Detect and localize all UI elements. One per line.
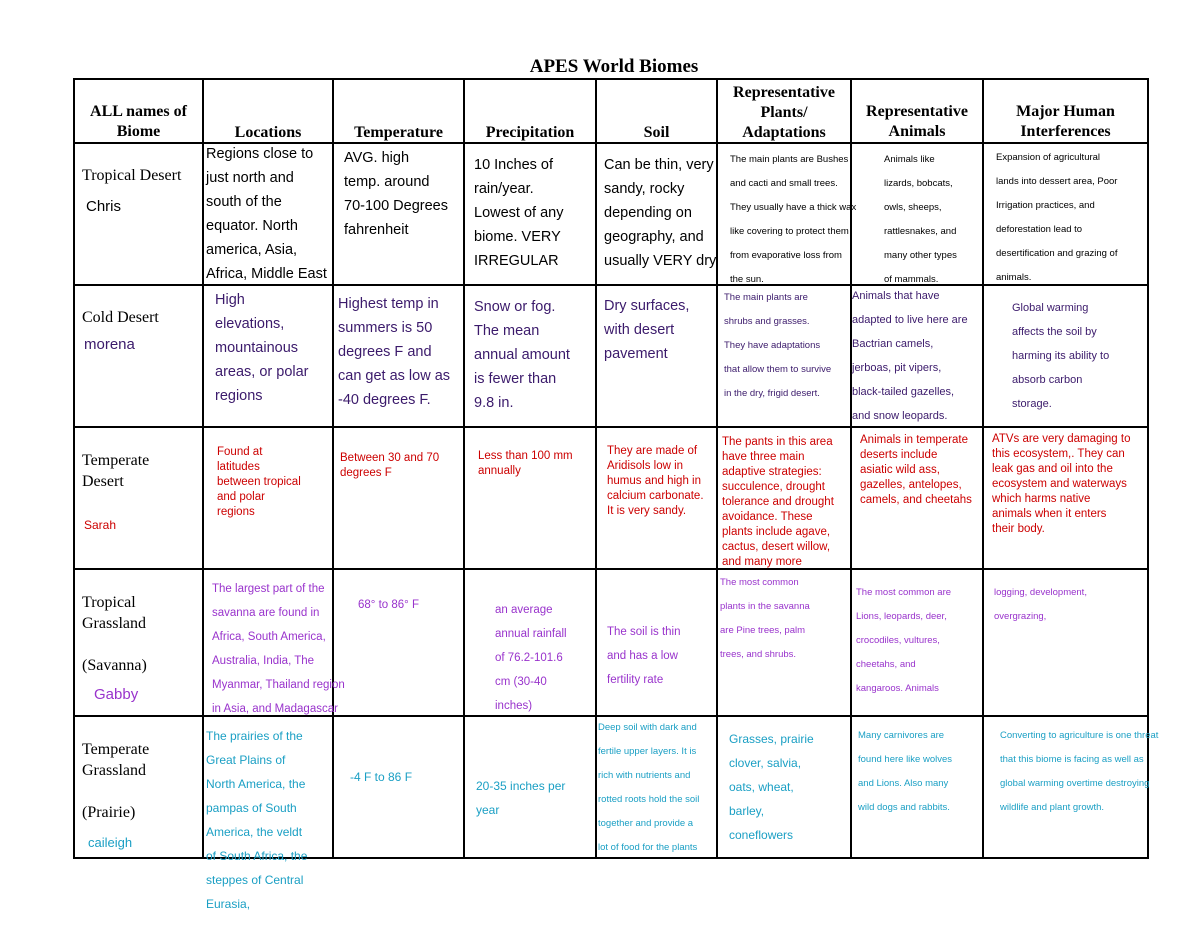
cell-precipitation: Snow or fog. The mean annual amount is fewer than 9.8 in.: [474, 299, 570, 411]
row-biome-name: Temperate Grassland: [82, 741, 150, 779]
row-author: morena: [84, 336, 135, 353]
cell-plants: The pants in this area have three main adaptive strategies: succulence, drought tolerance and drought avoidance. These plants include agave, cactus, desert willow, and many more: [722, 436, 834, 568]
header-locations: Locations: [234, 124, 302, 141]
cell-human: Converting to agriculture is one threat that this biome is facing as well as global warming overtime destroying wildlife and plant growth.: [1000, 730, 1159, 813]
row-biome-subtitle: (Prairie): [82, 804, 136, 821]
cell-plants: The most common plants in the savanna are Pine trees, palm trees, and shrubs.: [720, 577, 810, 660]
cell-temperature: 68° to 86° F: [358, 599, 419, 611]
cell-precipitation: Less than 100 mm annually: [478, 450, 573, 477]
cell-animals: Animals that have adapted to live here are Bactrian camels, jerboas, pit vipers, black-tailed gazelles, and snow leopards.: [852, 290, 968, 422]
page-title: APES World Biomes: [529, 56, 699, 77]
header-human: Major Human Interferences: [1016, 103, 1115, 140]
cell-soil: Can be thin, very sandy, rocky depending on geography, and usually VERY dry.: [604, 157, 720, 269]
header-precipitation: Precipitation: [485, 124, 575, 141]
row-biome-name: Temperate Desert: [82, 452, 150, 490]
row-author: caileigh: [88, 835, 133, 850]
cell-human: ATVs are very damaging to this ecosystem,. They can leak gas and oil into the ecosystem and waterways which harms native animals when it enters their body.: [992, 433, 1131, 535]
cell-animals: Animals like lizards, bobcats, owls, sheeps, rattlesnakes, and many other types of mammals.: [884, 154, 957, 285]
cell-soil: They are made of Aridisols low in humus and high in calcium carbonate. It is very sandy.: [607, 445, 704, 517]
cell-temperature: Between 30 and 70 degrees F: [340, 452, 440, 479]
cell-plants: The main plants are Bushes and cacti and small trees. They usually have a thick wax like covering to protect them from evaporative loss from the sun.: [730, 154, 857, 285]
cell-human: Expansion of agricultural lands into dessert area, Poor Irrigation practices, and deforestation lead to desertification and grazing of animals.: [996, 152, 1118, 283]
cell-locations: The largest part of the savanna are found in Africa, South America, Australia, India, The Myanmar, Thailand region in Asia, and Madagascar: [212, 583, 345, 715]
cell-locations: Found at latitudes between tropical and polar regions: [217, 446, 301, 518]
row-author: Sarah: [84, 518, 117, 532]
header-temperature: Temperature: [354, 124, 443, 141]
row-biome-name: Tropical Desert: [82, 167, 182, 184]
cell-locations: Regions close to just north and south of the equator. North america, Asia, Africa, Middle East: [206, 146, 327, 282]
header-animals: Representative Animals: [866, 103, 968, 140]
cell-precipitation: 20-35 inches per year: [476, 779, 566, 817]
cell-precipitation: an average annual rainfall of 76.2-101.6 cm (30-40 inches): [495, 604, 567, 712]
cell-animals: Animals in temperate deserts include asiatic wild ass, gazelles, antelopes, camels, and cheetahs: [860, 434, 972, 506]
cell-human: logging, development, overgrazing,: [994, 587, 1087, 622]
row-author: Gabby: [94, 686, 139, 703]
cell-human: Global warming affects the soil by harming its ability to absorb carbon storage.: [1012, 302, 1110, 410]
row-biome-name: Tropical Grassland: [82, 594, 146, 632]
cell-temperature: -4 F to 86 F: [350, 770, 413, 784]
row-author: Chris: [86, 198, 122, 215]
row-biome-subtitle: (Savanna): [82, 657, 147, 674]
cell-locations: High elevations, mountainous areas, or polar regions: [215, 292, 309, 404]
cell-temperature: Highest temp in summers is 50 degrees F and can get as low as -40 degrees F.: [338, 296, 451, 408]
header-soil: Soil: [643, 124, 670, 141]
cell-soil: Dry surfaces, with desert pavement: [604, 298, 690, 362]
cell-precipitation: 10 Inches of rain/year. Lowest of any biome. VERY IRREGULAR: [474, 157, 564, 269]
cell-animals: The most common are Lions, leopards, deer, crocodiles, vultures, cheetahs, and kangaroos. Animals: [856, 587, 952, 694]
cell-soil: Deep soil with dark and fertile upper layers. It is rich with nutrients and rotted roots hold the soil together and provide a lot of food for the plants: [598, 722, 700, 853]
cell-animals: Many carnivores are found here like wolves and Lions. Also many wild dogs and rabbits.: [858, 730, 952, 813]
cell-plants: Grasses, prairie clover, salvia, oats, wheat, barley, coneflowers: [729, 732, 814, 842]
cell-soil: The soil is thin and has a low fertility rate: [607, 626, 681, 686]
cell-temperature: AVG. high temp. around 70-100 Degrees fahrenheit: [344, 150, 448, 238]
cell-plants: The main plants are shrubs and grasses. They have adaptations that allow them to survive in the dry, frigid desert.: [724, 292, 832, 399]
header-biome: ALL names of Biome: [90, 103, 187, 140]
header-plants: Representative Plants/ Adaptations: [733, 84, 835, 141]
row-biome-name: Cold Desert: [82, 309, 159, 326]
cell-locations: The prairies of the Great Plains of North America, the pampas of South America, the veldt of South Africa, the steppes of Central Eurasia,: [206, 729, 308, 911]
